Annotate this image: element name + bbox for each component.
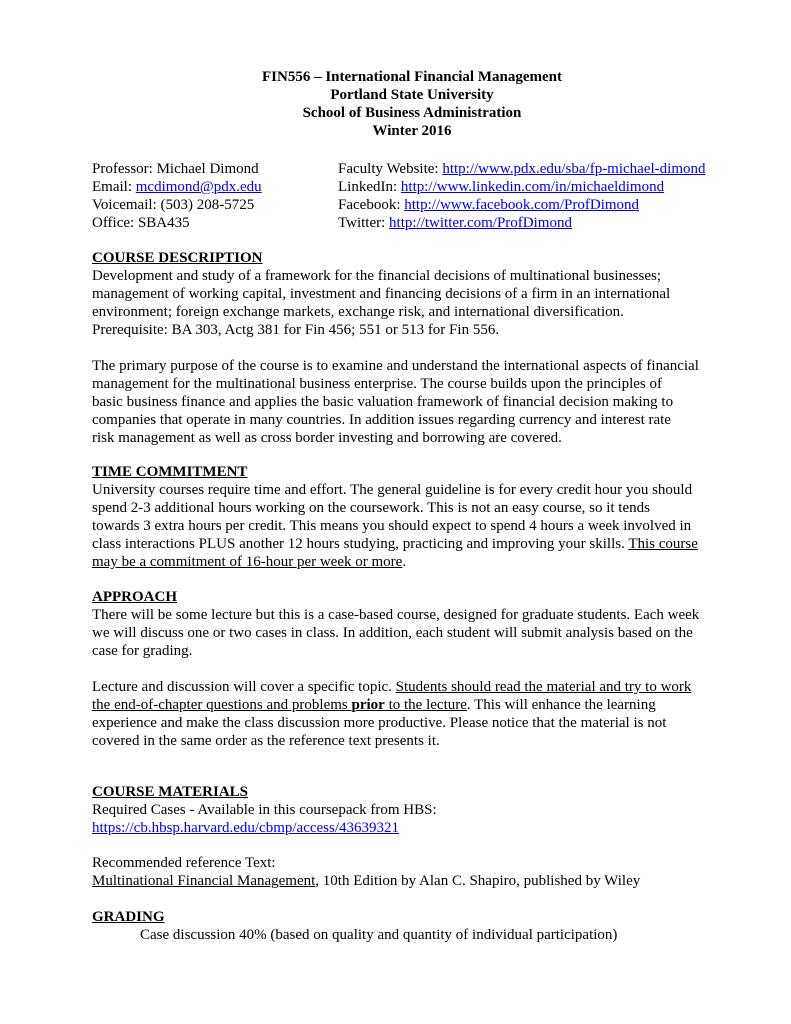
coursepack-link[interactable]: https://cb.hbsp.harvard.edu/cbmp/access/43639321 [92,820,400,836]
time-commitment-section [92,463,732,571]
website-link[interactable]: http://www.pdx.edu/sba/fp-michael-dimond [442,161,706,177]
paragraph-line: case for grading. [92,643,193,659]
syllabus-page [92,68,732,943]
course-description-heading: COURSE DESCRIPTION [92,250,263,266]
paragraph-line: . [402,554,407,570]
paragraph-line: Prerequisite: BA 303, Actg 381 for Fin 456; 551 or 513 for Fin 556. [92,322,500,338]
school-name: School of Business Administration [302,105,522,121]
contact-right-column [338,160,706,232]
linkedin-link[interactable]: http://www.linkedin.com/in/michaeldimond [400,179,665,195]
voicemail: Voicemail: (503) 208-5725 [92,197,255,213]
website-row [338,160,706,178]
reference-text-block [92,854,732,890]
approach-paragraph-2 [92,678,732,750]
emphasis-text: This course [628,536,698,552]
paragraph-line: spend 2-3 additional hours working on the coursework. This is not an easy course, so it tends [92,500,650,516]
website-label: Faculty Website: [338,161,443,177]
emphasis-text: the end-of-chapter questions and problems [92,697,352,713]
paragraph-line: risk management as well as cross border investing and borrowing are covered. [92,430,562,446]
paragraph-line: University courses require time and effort. The general guideline is for every credit hour you should [92,482,693,498]
twitter-label: Twitter: [338,215,390,231]
email-link[interactable]: mcdimond@pdx.edu [135,179,262,195]
paragraph-line: towards 3 extra hours per credit. This means you should expect to spend 4 hours a week involved in [92,518,692,534]
time-commitment-heading: TIME COMMITMENT [92,464,248,480]
emphasis-text: to the lecture [384,697,467,713]
term: Winter 2016 [372,123,452,139]
paragraph-line: . This will enhance the learning [466,697,656,713]
course-description-section [92,249,732,339]
emphasis-bold-text: prior [351,697,385,713]
university-name: Portland State University [330,87,494,103]
paragraph-line: management of working capital, investment and financing decisions of a firm in an international [92,286,671,302]
contact-block [92,160,732,232]
email-label: Email: [92,179,136,195]
facebook-row [338,196,706,214]
paragraph-line: we will discuss one or two cases in class. In addition, each student will submit analysis based on the [92,625,693,641]
grading-heading: GRADING [92,909,165,925]
required-cases-line: Required Cases - Available in this coursepack from HBS: [92,802,437,818]
grading-section [92,908,732,944]
paragraph-line: companies that operate in many countries. In addition issues regarding currency and interest rate [92,412,671,428]
twitter-row [338,214,706,232]
reference-book-title: Multinational Financial Management [92,873,316,889]
paragraph-line: covered in the same order as the reference text presents it. [92,733,440,749]
approach-section [92,588,732,660]
course-materials-section [92,783,732,837]
linkedin-label: LinkedIn: [338,179,401,195]
approach-heading: APPROACH [92,589,177,605]
paragraph-line: Lecture and discussion will cover a specific topic. [92,679,396,695]
paragraph-line: experience and make the class discussion more productive. Please notice that the material is not [92,715,667,731]
paragraph-line: class interactions PLUS another 12 hours studying, practicing and improving your skills. [92,536,629,552]
course-title: FIN556 – International Financial Management [262,69,562,85]
reference-book-details: , 10th Edition by Alan C. Shapiro, published by Wiley [315,873,641,889]
facebook-link[interactable]: http://www.facebook.com/ProfDimond [404,197,640,213]
course-purpose-paragraph [92,357,732,447]
course-description-paragraph [92,267,732,339]
paragraph-line: The primary purpose of the course is to examine and understand the international aspects of financial [92,358,699,374]
course-materials-heading: COURSE MATERIALS [92,784,248,800]
professor-name: Professor: Michael Dimond [92,161,259,177]
reference-label: Recommended reference Text: [92,855,276,871]
document-header [92,68,732,140]
grading-item: Case discussion 40% (based on quality and quantity of individual participation) [140,927,618,943]
paragraph-line: There will be some lecture but this is a case-based course, designed for graduate students. Each week [92,607,700,623]
paragraph-line: basic business finance and applies the basic valuation framework of financial decision making to [92,394,674,410]
office: Office: SBA435 [92,215,190,231]
facebook-label: Facebook: [338,197,405,213]
paragraph-line: environment; foreign exchange markets, exchange risk, and international diversification. [92,304,624,320]
emphasis-text: may be a commitment of 16-hour per week or more [92,554,403,570]
emphasis-text: Students should read the material and try to work [395,679,692,695]
paragraph-line: management for the multinational business enterprise. The course builds upon the principles of [92,376,662,392]
contact-left-column [92,160,262,232]
twitter-link[interactable]: http://twitter.com/ProfDimond [389,215,572,231]
linkedin-row [338,178,706,196]
paragraph-line: Development and study of a framework for the financial decisions of multinational businesses; [92,268,662,284]
email-row [92,178,262,196]
